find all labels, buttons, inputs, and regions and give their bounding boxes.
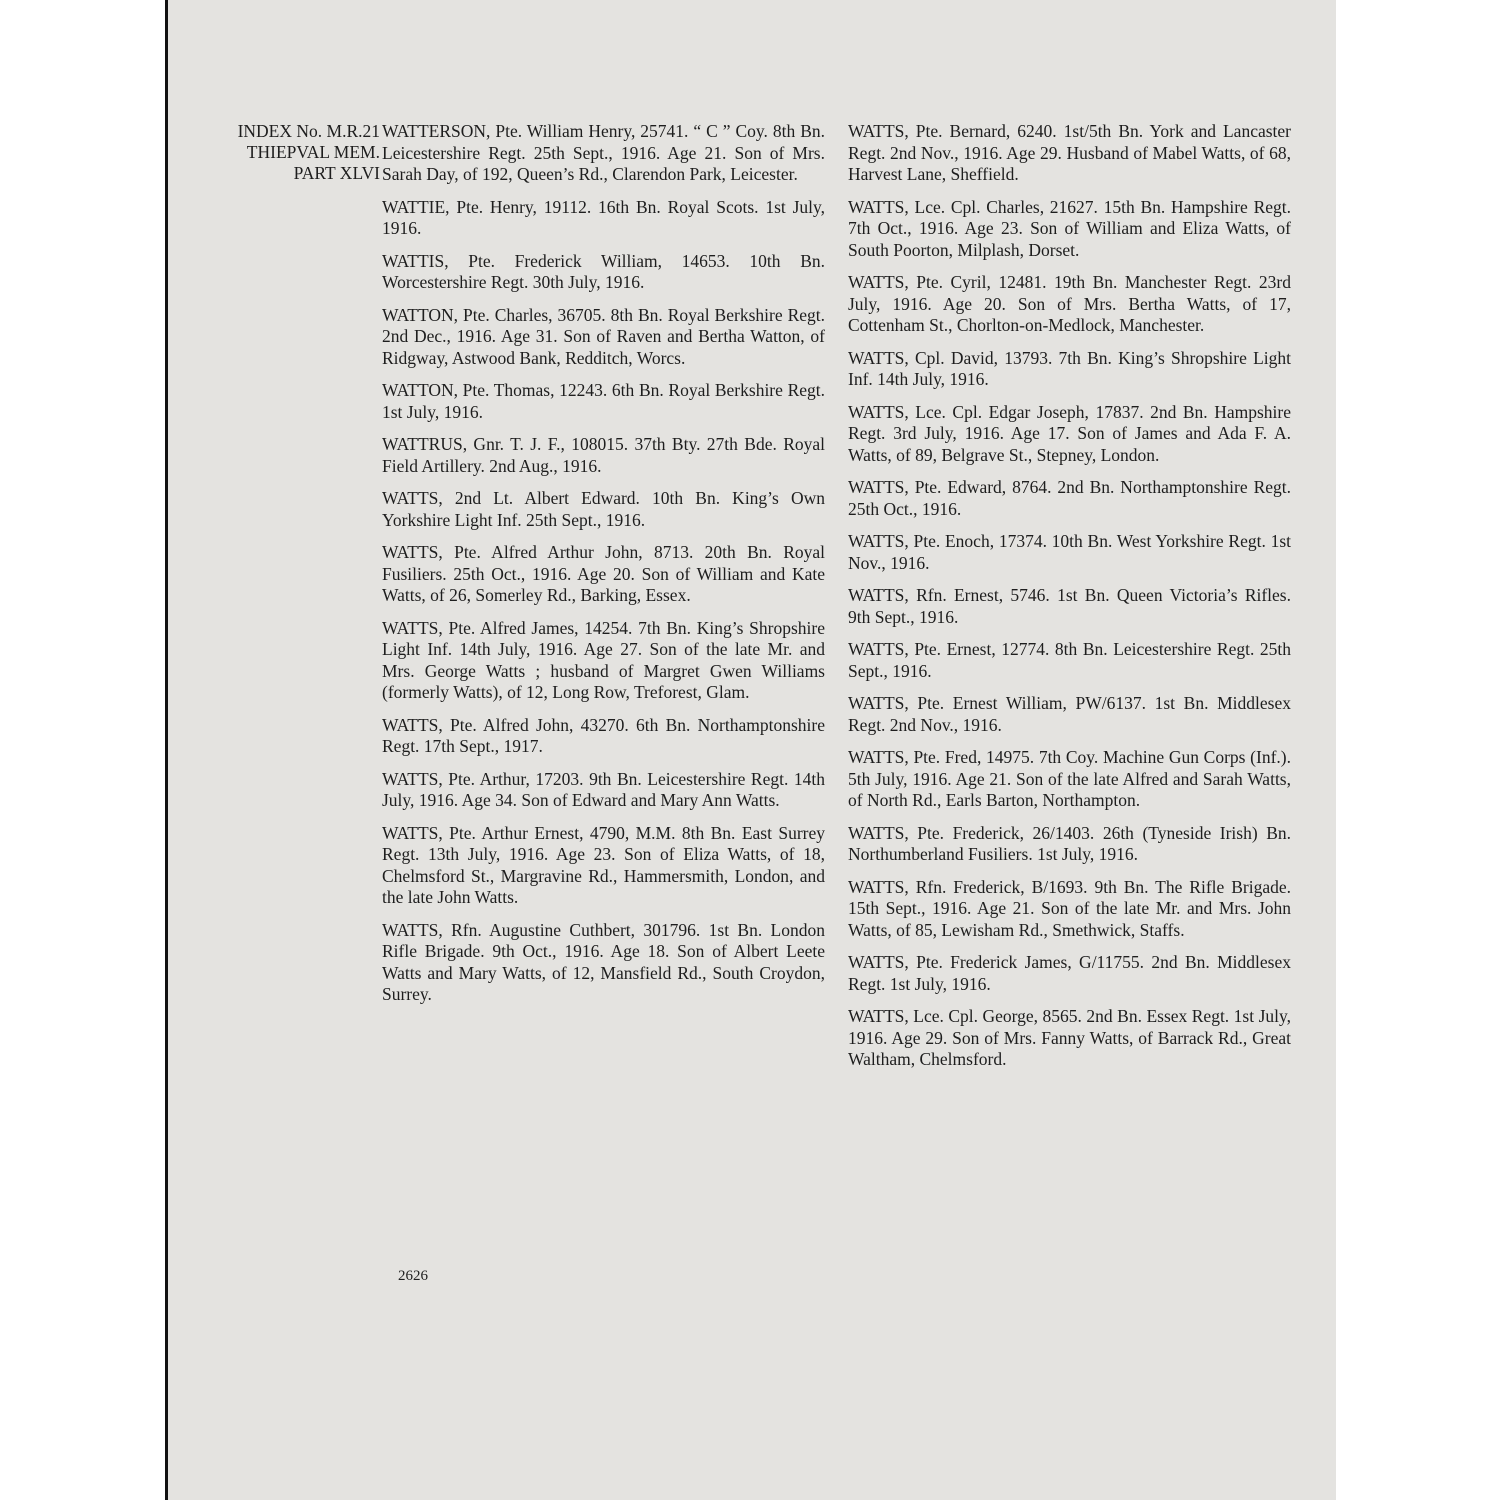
casualty-entry: WATTIS, Pte. Frederick William, 14653. 10th Bn. Worcestershire Regt. 30th July, 1916. — [382, 250, 825, 292]
left-column — [382, 121, 825, 1017]
page-number: 2626 — [398, 1268, 428, 1284]
casualty-entry: WATTS, Pte. Arthur Ernest, 4790, M.M. 8th Bn. East Surrey Regt. 13th July, 1916. Age 23. Son of Eliza Watts, of 18, Chelmsford St., Margravine Rd., Hammersmith, London, and the late John Watts. — [382, 822, 825, 907]
casualty-entry: WATTRUS, Gnr. T. J. F., 108015. 37th Bty. 27th Bde. Royal Field Artillery. 2nd Aug., 1916. — [382, 434, 825, 476]
casualty-entry: WATTS, Pte. Frederick, 26/1403. 26th (Tyneside Irish) Bn. Northumberland Fusiliers. 1st July, 1916. — [848, 822, 1291, 864]
casualty-entry: WATTS, Pte. Arthur, 17203. 9th Bn. Leicestershire Regt. 14th July, 1916. Age 34. Son of Edward and Mary Ann Watts. — [382, 768, 825, 810]
casualty-entry: WATTS, Pte. Fred, 14975. 7th Coy. Machine Gun Corps (Inf.). 5th July, 1916. Age 21. Son of the late Alfred and Sarah Watts, of North Rd., Earls Barton, Northampton. — [848, 747, 1291, 810]
scan-margin-left — [0, 0, 168, 1500]
casualty-entry: WATTS, Lce. Cpl. Charles, 21627. 15th Bn. Hampshire Regt. 7th Oct., 1916. Age 23. Son of William and Eliza Watts, of South Poorton, Milplash, Dorset. — [848, 196, 1291, 260]
casualty-entry: WATTS, Rfn. Augustine Cuthbert, 301796. 1st Bn. London Rifle Brigade. 9th Oct., 1916. Age 18. Son of Albert Leete Watts and Mary Watts, of 12, Mansfield Rd., South Croydon, Surrey. — [382, 919, 825, 1004]
casualty-entry: WATTS, 2nd Lt. Albert Edward. 10th Bn. King’s Own Yorkshire Light Inf. 25th Sept., 1916. — [382, 488, 825, 530]
casualty-entry: WATTERSON, Pte. William Henry, 25741. “ C ” Coy. 8th Bn. Leicestershire Regt. 25th Sept., 1916. Age 21. Son of Mrs. Sarah Day, of 192, Queen’s Rd., Clarendon Park, Leicester. — [382, 121, 825, 184]
casualty-entry: WATTS, Pte. Edward, 8764. 2nd Bn. Northamptonshire Regt. 25th Oct., 1916. — [848, 477, 1291, 519]
casualty-entry: WATTS, Pte. Alfred John, 43270. 6th Bn. Northamptonshire Regt. 17th Sept., 1917. — [382, 714, 825, 756]
casualty-entry: WATTS, Pte. Alfred Arthur John, 8713. 20th Bn. Royal Fusiliers. 25th Oct., 1916. Age 20. Son of William and Kate Watts, of 26, Somerley Rd., Barking, Essex. — [382, 542, 825, 605]
index-heading — [188, 121, 380, 184]
casualty-entry: WATTS, Pte. Frederick James, G/11755. 2nd Bn. Middlesex Regt. 1st July, 1916. — [848, 952, 1291, 994]
casualty-entry: WATTS, Pte. Cyril, 12481. 19th Bn. Manchester Regt. 23rd July, 1916. Age 20. Son of Mrs. Bertha Watts, of 17, Cottenham St., Chorlton-on-Medlock, Manchester. — [848, 272, 1291, 335]
right-column — [848, 121, 1291, 1082]
casualty-entry: WATTS, Rfn. Ernest, 5746. 1st Bn. Queen Victoria’s Rifles. 9th Sept., 1916. — [848, 585, 1291, 627]
casualty-entry: WATTON, Pte. Charles, 36705. 8th Bn. Royal Berkshire Regt. 2nd Dec., 1916. Age 31. Son of Raven and Bertha Watton, of Ridgway, Astwood Bank, Redditch, Worcs. — [382, 304, 825, 368]
casualty-entry: WATTS, Lce. Cpl. George, 8565. 2nd Bn. Essex Regt. 1st July, 1916. Age 29. Son of Mrs. Fanny Watts, of Barrack Rd., Great Waltham, Chelmsford. — [848, 1006, 1291, 1069]
memorial-name: THIEPVAL MEM. — [246, 142, 380, 162]
casualty-entry: WATTS, Rfn. Frederick, B/1693. 9th Bn. The Rifle Brigade. 15th Sept., 1916. Age 21. Son of the late Mr. and Mrs. John Watts, of 85, Lewisham Rd., Smethwick, Staffs. — [848, 876, 1291, 940]
casualty-entry: WATTS, Cpl. David, 13793. 7th Bn. King’s Shropshire Light Inf. 14th July, 1916. — [848, 347, 1291, 389]
scan-margin-right — [1336, 0, 1500, 1500]
casualty-entry: WATTS, Pte. Ernest William, PW/6137. 1st Bn. Middlesex Regt. 2nd Nov., 1916. — [848, 693, 1291, 735]
casualty-entry: WATTS, Pte. Enoch, 17374. 10th Bn. West Yorkshire Regt. 1st Nov., 1916. — [848, 531, 1291, 573]
casualty-entry: WATTON, Pte. Thomas, 12243. 6th Bn. Royal Berkshire Regt. 1st July, 1916. — [382, 380, 825, 422]
casualty-entry: WATTS, Pte. Alfred James, 14254. 7th Bn. King’s Shropshire Light Inf. 14th July, 1916. Age 27. Son of the late Mr. and Mrs. George Watts ; husband of Margret Gwen Williams (formerly Watts), of 12, Long Row, Treforest, Glam. — [382, 617, 825, 702]
casualty-entry: WATTS, Pte. Ernest, 12774. 8th Bn. Leicestershire Regt. 25th Sept., 1916. — [848, 639, 1291, 681]
memorial-part: PART XLVI — [293, 163, 380, 183]
casualty-entry: WATTS, Lce. Cpl. Edgar Joseph, 17837. 2nd Bn. Hampshire Regt. 3rd July, 1916. Age 17. Son of James and Ada F. A. Watts, of 89, Belgrave St., Stepney, London. — [848, 401, 1291, 465]
index-number: INDEX No. M.R.21 — [237, 121, 380, 141]
casualty-entry: WATTS, Pte. Bernard, 6240. 1st/5th Bn. York and Lancaster Regt. 2nd Nov., 1916. Age 29. Husband of Mabel Watts, of 68, Harvest Lane, Sheffield. — [848, 121, 1291, 184]
casualty-entry: WATTIE, Pte. Henry, 19112. 16th Bn. Royal Scots. 1st July, 1916. — [382, 196, 825, 238]
